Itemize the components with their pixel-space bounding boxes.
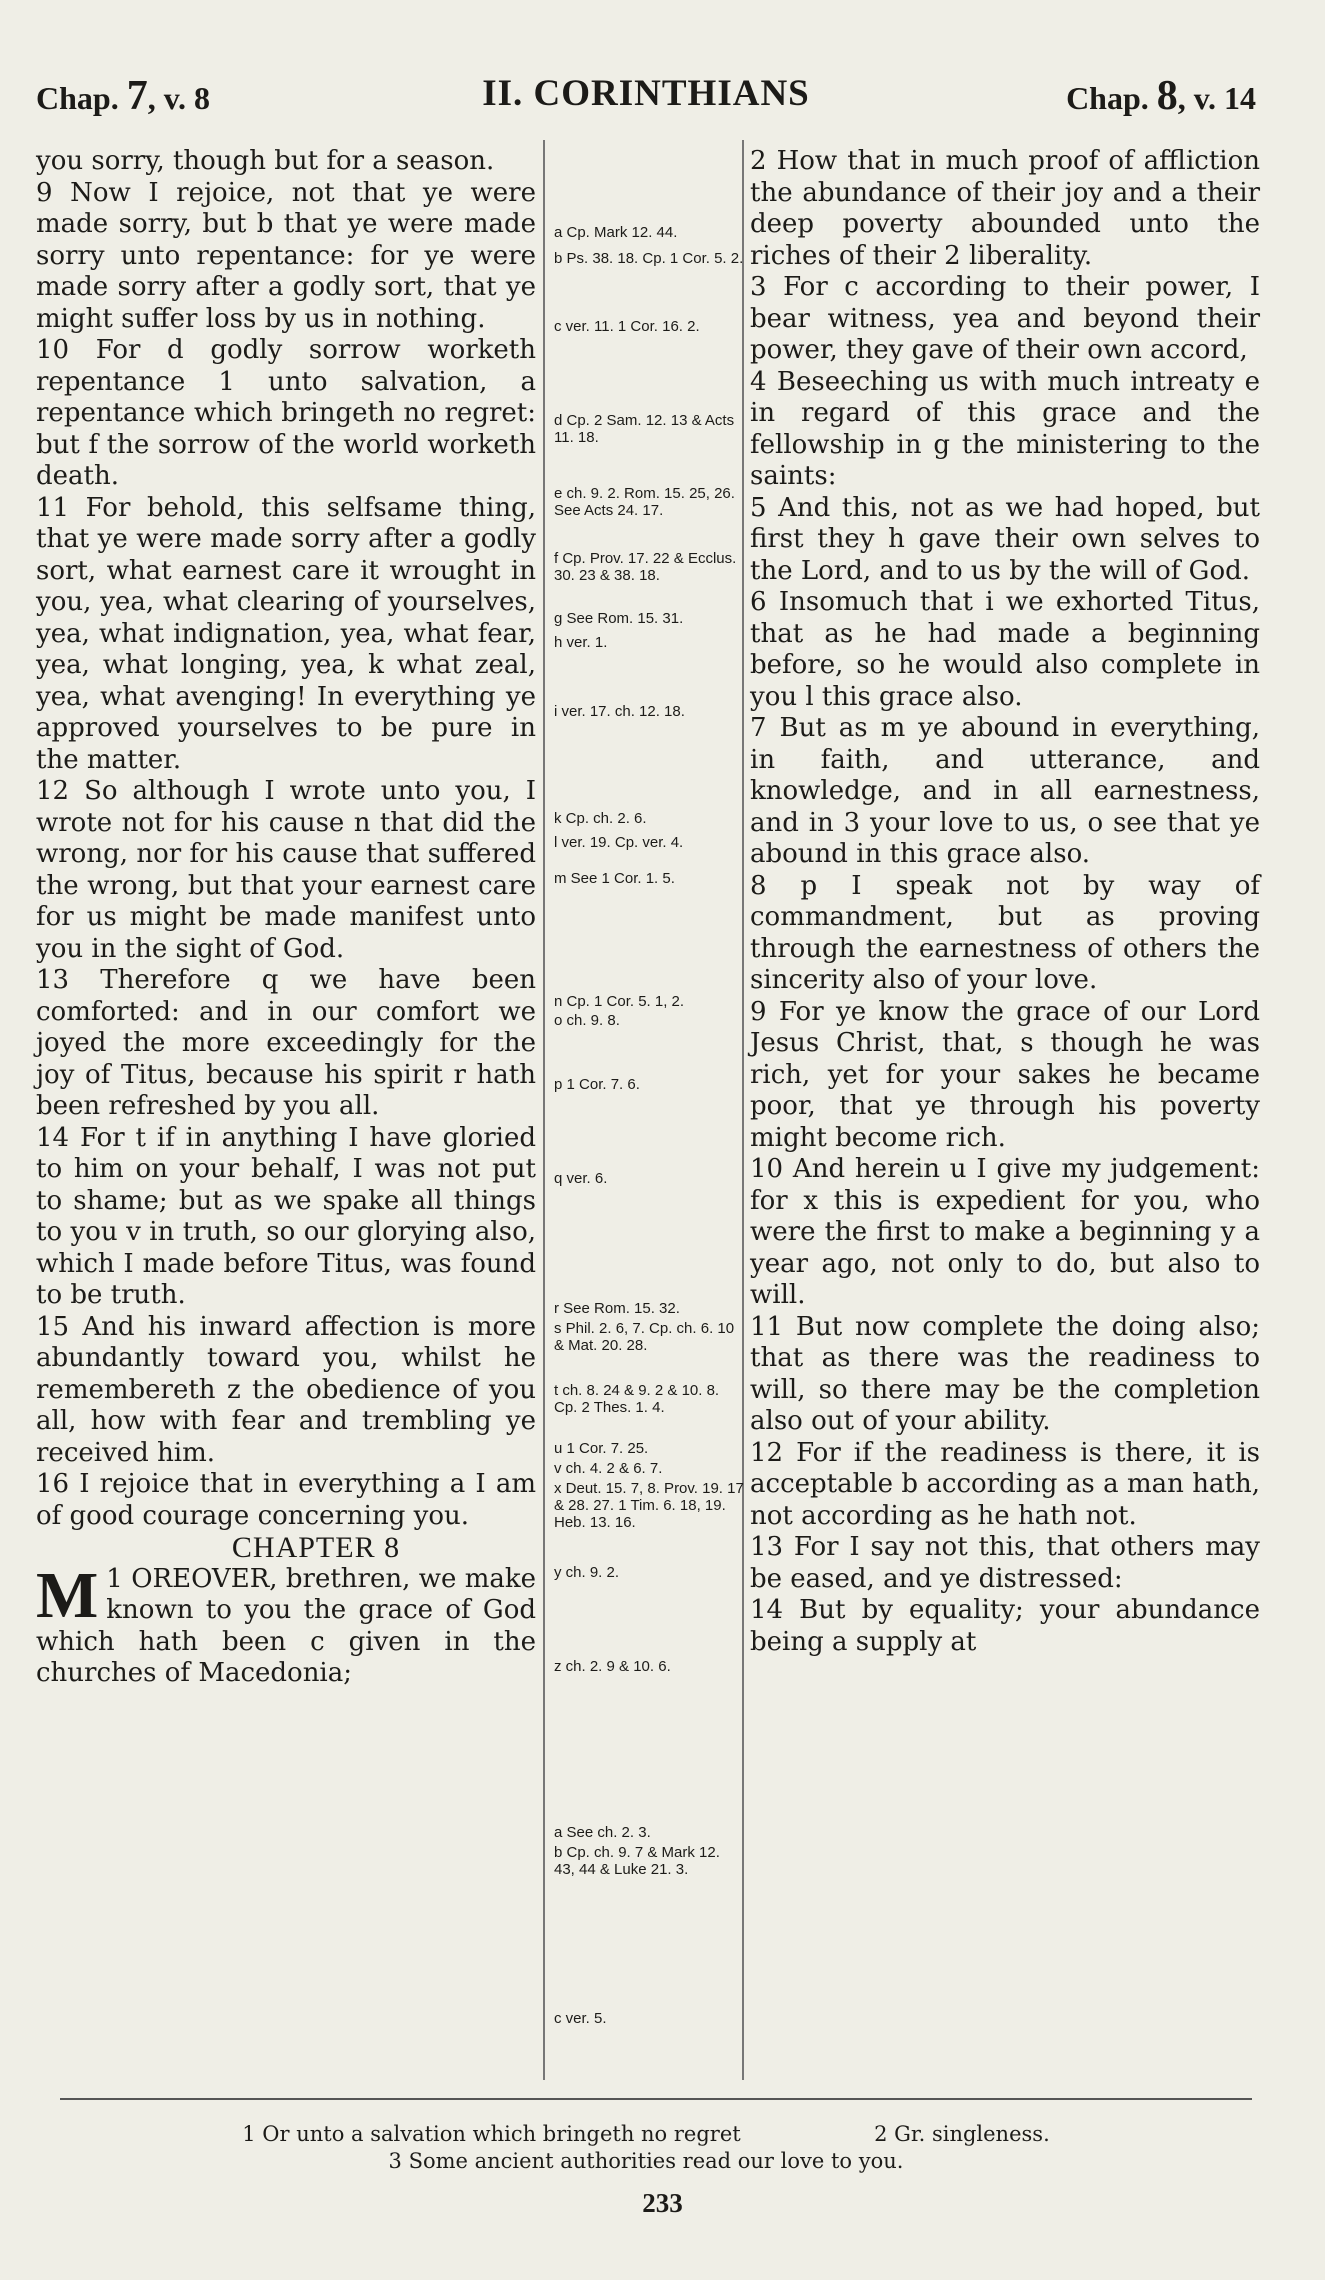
cross-reference: c ver. 11. 1 Cor. 16. 2. [554,318,700,335]
cross-reference: g See Rom. 15. 31. [554,610,684,627]
header-left-reference: Chap. 7, v. 8 [36,73,210,119]
cross-reference: m See 1 Cor. 1. 5. [554,870,675,887]
cross-reference: d Cp. 2 Sam. 12. 13 & Acts 11. 18. [554,412,735,446]
verse-8-11: 11 But now complete the doing also; that as there was the readiness to will, so there may be the completion also out of your ability. [750,1311,1260,1436]
chapter-heading: CHAPTER 8 [231,1531,401,1564]
cross-reference: h ver. 1. [554,634,608,651]
footnote-2: 2 Gr. singleness. [874,2122,1050,2146]
cross-reference: x Deut. 15. 7, 8. Prov. 19. 17 & 28. 27. 1 Tim. 6. 18, 19. Heb. 13. 16. [554,1480,744,1531]
header-right-chapter: 8 [1156,73,1178,119]
header-left-chapter: 7 [126,73,148,119]
cross-reference: s Phil. 2. 6, 7. Cp. ch. 6. 10 & Mat. 20. 28. [554,1320,735,1354]
cross-reference: k Cp. ch. 2. 6. [554,810,647,827]
verse-8-14: 14 But by equality; your abundance being a supply at [750,1595,1260,1657]
left-text-column [36,146,536,1690]
cross-reference: r See Rom. 15. 32. [554,1300,680,1317]
cross-reference: e ch. 9. 2. Rom. 15. 25, 26. See Acts 24. 17. [554,485,735,519]
cross-reference: p 1 Cor. 7. 6. [554,1076,640,1093]
verse-8-5: 5 And this, not as we had hoped, but first they h gave their own selves to the Lord, and to us by the will of God. [750,492,1260,586]
verse-8-7: 7 But as m ye abound in everything, in faith, and utterance, and knowledge, and in all earnestness, and in 3 your love to us, o see that ye abound in this grace also. [750,713,1260,869]
cross-reference: v ch. 4. 2 & 6. 7. [554,1460,663,1477]
cross-reference: q ver. 6. [554,1170,608,1187]
right-text-column [750,146,1260,1658]
verse-8-9: 9 For ye know the grace of our Lord Jesus Christ, that, s though he was rich, yet for your sakes he became poor, that ye through his poverty might become rich. [750,996,1260,1153]
verse-8-2: 2 How that in much proof of affliction the abundance of their joy and a their deep poverty abounded unto the riches of their 2 liberality. [750,146,1260,271]
book-title: II. CORINTHIANS [482,73,810,114]
footnote-1: 1 Or unto a salvation which bringeth no regret [242,2122,741,2146]
header-right-prefix: Chap. [1066,80,1149,116]
footnote-line-2 [36,2149,1256,2173]
cross-reference: u 1 Cor. 7. 25. [554,1440,649,1457]
verse-7-12: 12 So although I wrote unto you, I wrote not for his cause n that did the wrong, nor for his cause that suffered the wrong, but that your earnest care for us might be made manifest unto you in the sight of God. [36,776,536,964]
verse-7-11: 11 For behold, this selfsame thing, that ye were made sorry after a godly sort, what earnest care it wrought in you, yea, what clearing of yourselves, yea, what indignation, yea, what fear, yea, what longing, yea, k what zeal, yea, what avenging! In everything ye approved yourselves to be pure in the matter. [36,492,536,775]
cross-reference: z ch. 2. 9 & 10. 6. [554,1658,671,1675]
cross-reference: b Cp. ch. 9. 7 & Mark 12. 43, 44 & Luke 21. 3. [554,1844,720,1878]
header-left-verse: v. 8 [163,80,210,116]
verse-7-8-end: you sorry, though but for a season. [36,146,495,176]
verse-8-12: 12 For if the readiness is there, it is acceptable b according as a man hath, not according as he hath not. [750,1437,1260,1531]
footnote-line-1 [36,2122,1256,2146]
cross-reference: f Cp. Prov. 17. 22 & Ecclus. 30. 23 & 38. 18. [554,550,737,584]
column-divider-left [543,140,545,2080]
verse-8-8: 8 p I speak not by way of commandment, but as proving through the earnestness of others the sincerity also of your love. [750,870,1260,995]
cross-reference: o ch. 9. 8. [554,1012,620,1029]
cross-reference: l ver. 19. Cp. ver. 4. [554,834,684,851]
footnote-divider [60,2098,1252,2100]
cross-reference: a See ch. 2. 3. [554,1824,651,1841]
verse-7-16: 16 I rejoice that in everything a I am of good courage concerning you. [36,1469,536,1531]
header-right-verse: v. 14 [1193,80,1256,116]
cross-reference: c ver. 5. [554,2010,607,2027]
cross-reference: a Cp. Mark 12. 44. [554,224,678,241]
footnote-3: 3 Some ancient authorities read our love to you. [388,2149,904,2173]
verse-7-14: 14 For t if in anything I have gloried to him on your behalf, I was not put to shame; but as we spake all things to you v in truth, so our glorying also, which I made before Titus, was found to be truth. [36,1122,536,1310]
verse-7-9: 9 Now I rejoice, not that ye were made sorry, but b that ye were made sorry unto repentance: for ye were made sorry after a godly sort, that ye might suffer loss by us in nothing. [36,177,536,334]
verse-8-1-number: 1 [106,1563,123,1594]
cross-reference: b Ps. 38. 18. Cp. 1 Cor. 5. 2. [554,250,744,267]
running-header [36,72,1256,122]
drop-cap-letter: M [36,1558,99,1632]
verse-8-13: 13 For I say not this, that others may be eased, and ye distressed: [750,1532,1260,1594]
verse-7-13: 13 Therefore q we have been comforted: and in our comfort we joyed the more exceedingly for the joy of Titus, because his spirit r hath been refreshed by you all. [36,965,536,1121]
cross-reference: t ch. 8. 24 & 9. 2 & 10. 8. Cp. 2 Thes. 1. 4. [554,1382,720,1416]
page-number: 233 [642,2188,683,2218]
verse-7-10: 10 For d godly sorrow worketh repentance 1 unto salvation, a repentance which bringeth no regret: but f the sorrow of the world worketh death. [36,335,536,491]
verse-8-1-text: OREOVER, brethren, we make known to you the grace of God which hath been c given in the churches of Macedonia; [36,1563,536,1688]
verse-8-4: 4 Beseeching us with much intreaty e in regard of this grace and the fellowship in g the ministering to the saints: [750,366,1260,491]
verse-7-15: 15 And his inward affection is more abundantly toward you, whilst he remembereth z the obedience of you all, how with fear and trembling ye received him. [36,1311,536,1468]
verse-8-6: 6 Insomuch that i we exhorted Titus, that as he had made a beginning before, so he would also complete in you l this grace also. [750,587,1260,712]
cross-reference: y ch. 9. 2. [554,1564,620,1581]
header-right-reference: Chap. 8, v. 14 [1066,73,1256,119]
cross-reference: n Cp. 1 Cor. 5. 1, 2. [554,993,685,1010]
cross-reference: i ver. 17. ch. 12. 18. [554,703,685,720]
verse-8-10: 10 And herein u I give my judgement: for x this is expedient for you, who were the first to make a beginning y a year ago, not only to do, but also to will. [750,1154,1260,1310]
verse-8-1 [36,1558,536,1690]
verse-8-3: 3 For c according to their power, I bear witness, yea and beyond their power, they gave of their own accord, [750,272,1260,365]
header-left-prefix: Chap. [36,80,119,116]
